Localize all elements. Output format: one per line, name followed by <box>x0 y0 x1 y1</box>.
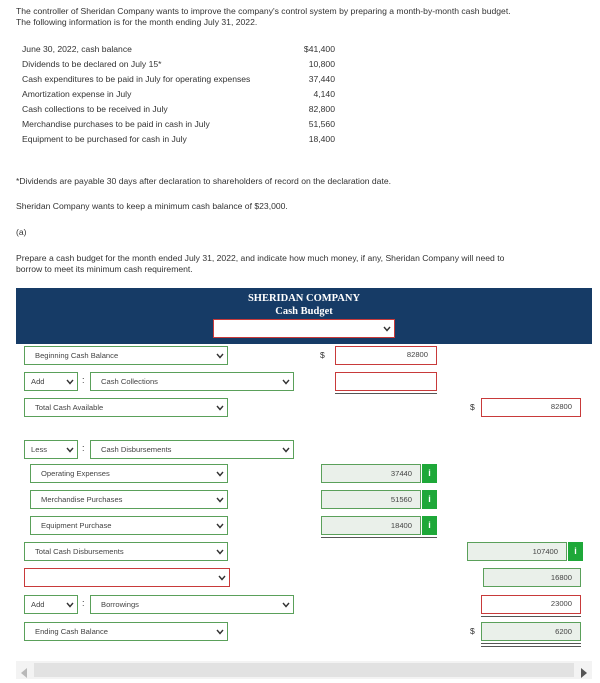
chevron-down-icon <box>279 441 293 458</box>
subtotal-underline <box>321 537 437 538</box>
beginning-cash-input[interactable]: 82800 <box>335 346 437 365</box>
horizontal-scrollbar[interactable] <box>16 661 592 679</box>
blank-row-select[interactable] <box>24 568 230 587</box>
info-icon[interactable]: i <box>422 464 437 483</box>
beginning-cash-label: Beginning Cash Balance <box>35 351 119 360</box>
given-value: 51,560 <box>308 119 335 129</box>
cash-collections-label: Cash Collections <box>101 377 158 386</box>
total-cash-disbursements-input[interactable]: 107400 <box>467 542 567 561</box>
chevron-down-icon <box>279 596 293 613</box>
chevron-down-icon <box>380 320 394 337</box>
colon: : <box>82 598 85 608</box>
chevron-down-icon <box>213 399 227 416</box>
blank-row-input[interactable]: 16800 <box>483 568 581 587</box>
chevron-down-icon <box>215 569 229 586</box>
min-balance-text: Sheridan Company wants to keep a minimum cash balance of $23,000. <box>16 201 288 211</box>
period-select[interactable] <box>213 319 395 338</box>
problem-intro <box>16 6 591 28</box>
scrollbar-thumb[interactable] <box>34 663 574 677</box>
budget-header <box>16 288 592 344</box>
merchandise-purchases-input[interactable]: 51560 <box>321 490 421 509</box>
chevron-down-icon <box>63 441 77 458</box>
operator-label: Add <box>31 377 45 386</box>
given-value: 82,800 <box>308 104 335 114</box>
borrowings-select[interactable] <box>90 595 294 614</box>
info-icon[interactable]: i <box>422 516 437 535</box>
colon: : <box>82 443 85 453</box>
chevron-down-icon <box>213 491 227 508</box>
operating-expenses-select[interactable] <box>30 464 228 483</box>
cash-collections-select[interactable] <box>90 372 294 391</box>
given-value: 37,440 <box>308 74 335 84</box>
info-icon[interactable]: i <box>422 490 437 509</box>
given-label: Dividends to be declared on July 15* <box>22 59 162 69</box>
info-icon[interactable]: i <box>568 542 583 561</box>
intro-line-2: The following information is for the month ending July 31, 2022. <box>16 17 258 27</box>
given-label: Equipment to be purchased for cash in July <box>22 134 187 144</box>
equipment-purchase-label: Equipment Purchase <box>41 521 112 530</box>
cash-disbursements-select[interactable] <box>90 440 294 459</box>
beginning-cash-select[interactable] <box>24 346 228 365</box>
instructions-line-1: Prepare a cash budget for the month ended July 31, 2022, and indicate how much money, if any, Sheridan Company will need to <box>16 253 505 263</box>
chevron-down-icon <box>63 373 77 390</box>
equipment-purchase-input[interactable]: 18400 <box>321 516 421 535</box>
chevron-down-icon <box>213 623 227 640</box>
operator-label: Less <box>31 445 48 454</box>
company-name: SHERIDAN COMPANY <box>247 293 361 304</box>
chevron-down-icon <box>213 543 227 560</box>
cash-disbursements-label: Cash Disbursements <box>101 445 172 454</box>
merchandise-purchases-label: Merchandise Purchases <box>41 495 123 504</box>
scroll-left-icon[interactable] <box>20 665 28 683</box>
instructions-line-2: borrow to meet its minimum cash requirement. <box>16 264 193 274</box>
subtotal-underline <box>481 616 581 617</box>
double-underline-bottom <box>481 646 581 647</box>
merchandise-purchases-select[interactable] <box>30 490 228 509</box>
ending-cash-balance-select[interactable] <box>24 622 228 641</box>
borrowings-label: Borrowings <box>101 600 139 609</box>
add-operator-select-2[interactable] <box>24 595 78 614</box>
dollar-sign: $ <box>470 626 475 636</box>
dollar-sign: $ <box>470 402 475 412</box>
chevron-down-icon <box>213 347 227 364</box>
total-cash-available-label: Total Cash Available <box>35 403 104 412</box>
given-label: Cash expenditures to be paid in July for operating expenses <box>22 74 251 84</box>
intro-line-1: The controller of Sheridan Company wants to improve the company's control system by preparing a month-by-month cash budget. <box>16 6 511 16</box>
cash-collections-input[interactable] <box>335 372 437 391</box>
chevron-down-icon <box>63 596 77 613</box>
ending-cash-balance-label: Ending Cash Balance <box>35 627 109 636</box>
equipment-purchase-select[interactable] <box>30 516 228 535</box>
chevron-down-icon <box>279 373 293 390</box>
scroll-right-icon[interactable] <box>580 665 588 683</box>
less-operator-select[interactable] <box>24 440 78 459</box>
ending-cash-balance-input[interactable]: 6200 <box>481 622 581 641</box>
chevron-down-icon <box>213 517 227 534</box>
operator-label: Add <box>31 600 45 609</box>
instructions <box>16 253 576 275</box>
dividend-footnote: *Dividends are payable 30 days after declaration to shareholders of record on the declaration date. <box>16 176 392 186</box>
colon: : <box>82 375 85 385</box>
double-underline-top <box>481 643 581 644</box>
given-value: $41,400 <box>303 44 335 54</box>
operating-expenses-input[interactable]: 37440 <box>321 464 421 483</box>
total-cash-disbursements-select[interactable] <box>24 542 228 561</box>
borrowings-input[interactable]: 23000 <box>481 595 581 614</box>
given-label: Merchandise purchases to be paid in cash in July <box>22 119 210 129</box>
total-cash-disbursements-label: Total Cash Disbursements <box>35 547 124 556</box>
given-value: 4,140 <box>313 89 335 99</box>
part-label: (a) <box>16 227 27 237</box>
given-value: 10,800 <box>308 59 335 69</box>
chevron-down-icon <box>213 465 227 482</box>
given-label: Amortization expense in July <box>22 89 132 99</box>
given-label: June 30, 2022, cash balance <box>22 44 132 54</box>
total-cash-available-input[interactable]: 82800 <box>481 398 581 417</box>
subtotal-underline <box>335 393 437 394</box>
add-operator-select-1[interactable] <box>24 372 78 391</box>
given-value: 18,400 <box>308 134 335 144</box>
dollar-sign: $ <box>320 350 325 360</box>
total-cash-available-select[interactable] <box>24 398 228 417</box>
given-label: Cash collections to be received in July <box>22 104 168 114</box>
budget-title: Cash Budget <box>275 306 333 317</box>
operating-expenses-label: Operating Expenses <box>41 469 110 478</box>
